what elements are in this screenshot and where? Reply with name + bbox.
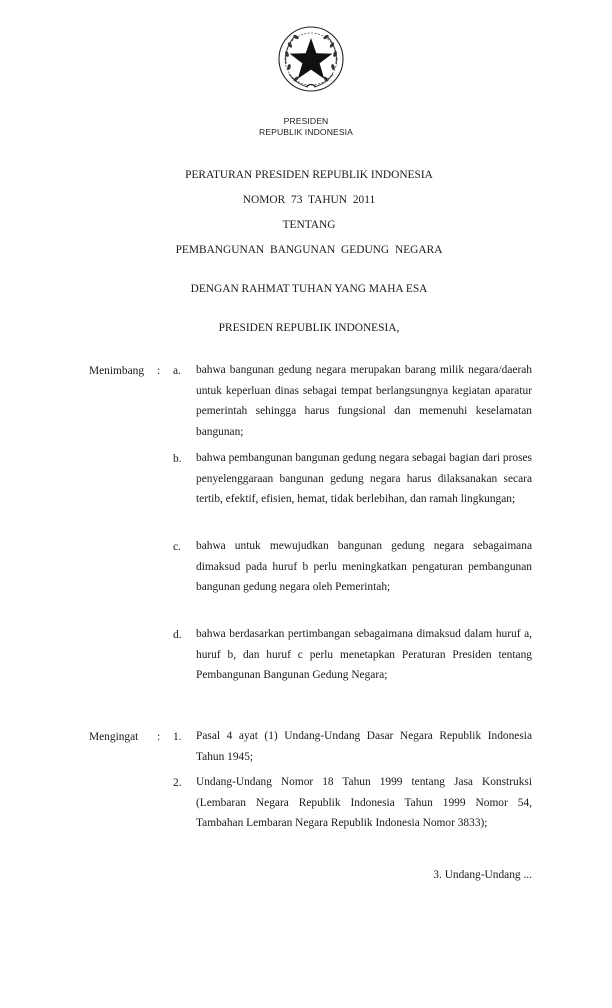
item-marker: d. <box>173 629 182 641</box>
regulation-subject: PEMBANGUNAN BANGUNAN GEDUNG NEGARA <box>175 244 443 256</box>
page-continuation-text: 3. Undang-Undang ... <box>433 869 532 881</box>
item-marker: 2. <box>173 777 182 789</box>
menimbang-label: Menimbang <box>89 365 145 377</box>
issuer-text: PRESIDEN REPUBLIK INDONESIA, <box>218 322 400 334</box>
item-text: bahwa untuk mewujudkan bangunan gedung negara sebagaimana dimaksud pada huruf b perlu meningkatkan pengaturan pembangunan bangunan gedung negara oleh Pemerintah; <box>196 540 532 594</box>
regulation-number: NOMOR 73 TAHUN 2011 <box>242 194 376 206</box>
item-text: bahwa pembangunan bangunan gedung negara sebagai bagian dari proses penyelenggaraan bangunan gedung negara harus dilaksanakan secara tertib, efektif, efisien, hemat, tidak berlebihan, dan ramah lingkungan; <box>196 452 532 506</box>
item-marker: c. <box>173 541 181 553</box>
item-text: Pasal 4 ayat (1) Undang-Undang Dasar Negara Republik Indonesia Tahun 1945; <box>196 730 532 763</box>
item-text: Undang-Undang Nomor 18 Tahun 1999 tentang Jasa Konstruksi (Lembaran Negara Republik Indonesia Tahun 1999 Nomor 54, Tambahan Lembaran Negara Republik Indonesia Nomor 3833); <box>196 776 532 830</box>
item-marker: b. <box>173 453 182 465</box>
item-text: bahwa berdasarkan pertimbangan sebagaimana dimaksud dalam huruf a, huruf b, dan huruf c perlu menetapkan Peraturan Presiden tentang Pembangunan Bangunan Gedung Negara; <box>196 628 532 682</box>
mengingat-label: Mengingat <box>89 731 139 743</box>
menimbang-colon: : <box>157 365 161 377</box>
invocation-text: DENGAN RAHMAT TUHAN YANG MAHA ESA <box>190 283 428 295</box>
regulation-title: PERATURAN PRESIDEN REPUBLIK INDONESIA <box>185 169 433 181</box>
presidential-star-emblem-icon <box>276 24 346 94</box>
office-name-line1: PRESIDEN <box>283 116 329 126</box>
regulation-about-label: TENTANG <box>282 219 336 231</box>
item-marker: 1. <box>173 731 182 743</box>
item-marker: a. <box>173 365 181 377</box>
item-text: bahwa bangunan gedung negara merupakan barang milik negara/daerah untuk keperluan dinas sebagai tempat berlangsungnya kegiatan aparatur pemerintah sehingga harus fungsional dan memenuhi keselamatan bangunan; <box>196 364 532 438</box>
mengingat-colon: : <box>157 731 161 743</box>
office-name-line2: REPUBLIK INDONESIA <box>259 127 353 137</box>
